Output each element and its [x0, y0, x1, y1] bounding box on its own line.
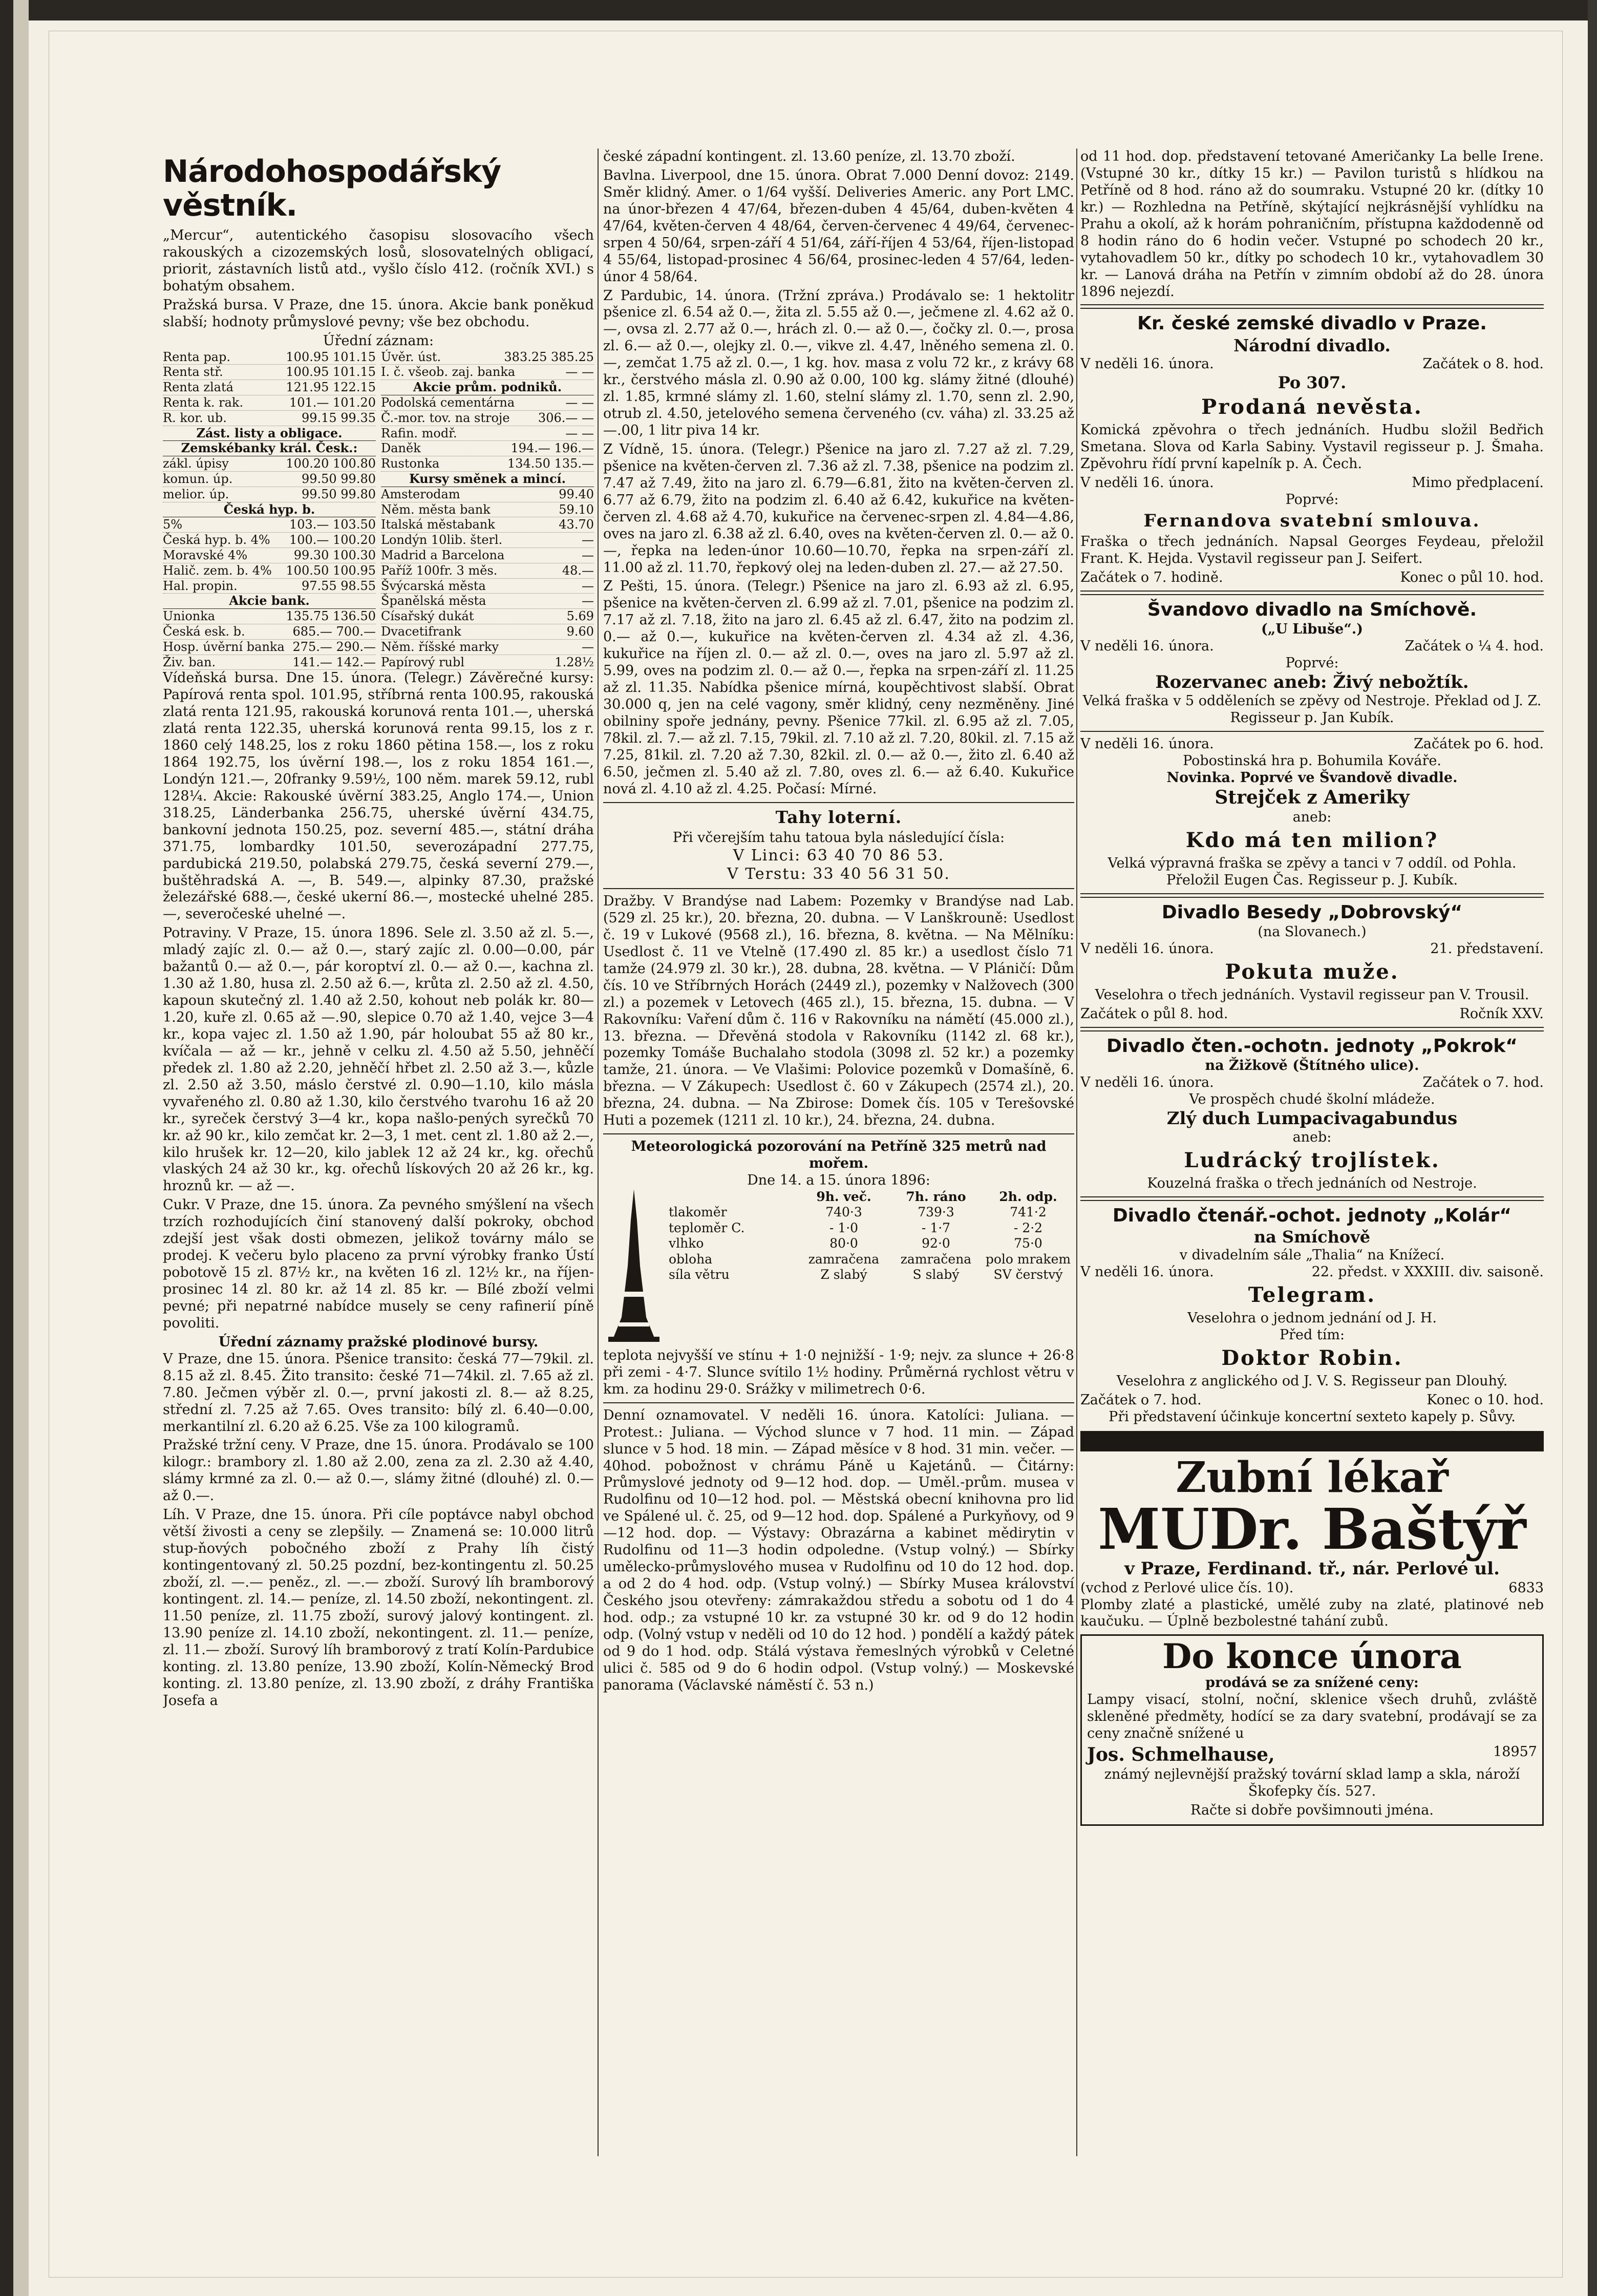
meteo-cell: 2h. odp. [999, 1189, 1057, 1204]
exchange-value: 100.— 100.20 [289, 533, 376, 547]
exchange-item: Amsterodam [381, 487, 460, 501]
ad-lamps-text-2: známý nejlevnější pražský tovární sklad lamp a skla, nároží Škofepky čís. 527. [1104, 1766, 1520, 1800]
theatre-dobrovsky-sub: (na Slovanech.) [1258, 924, 1367, 940]
article-vienna-grain: Z Vídně, 15. února. (Telegr.) Pšenice na jaro zl. 7.27 až zl. 7.29, pšenice na květen-červen zl. 7.36 až zl. 7.38, pšenice na podzim zl. 7.47 až 7.49, žito na jaro zl. 6.79—6.81, žito na květen-červen zl. 6.77 až 6.79, žito na podzim zl. 6.40 až 6.42, kukuřice na květen-červen zl. 4.68 až 4.70, kukuřice na červenec-srpen zl. 4.84—4.86, oves na jaro zl. 6.38 až zl. 6.40, oves na květen-červen zl. 0.— až 0.—, řepka na leden-únor 10.60—10.70, řepka na srpen-září zl. 11.00 až zl. 11.70, řepkový olej na leden-duben zl. 27.— až 27.50. [603, 441, 1074, 576]
scan-border-right [1588, 0, 1597, 2296]
exchange-section-label: Akcie bank. [163, 594, 376, 609]
article-cotton: Bavlna. Liverpool, dne 15. února. Obrat 7.000 Denní dovoz: 2149. Směr klidný. Amer. o 1/64 vyšší. Deliveries Americ. any Port LMC. na únor-březen 4 47/64, březen-duben 4 45/64, duben-květen 4 47/64, květen-červen 4 48/64, červen-červenec 4 49/64, červenec-srpen 4 50/64, srpen-září 4 51/64, září-říjen 4 53/64, říjen-listopad 4 55/64, listopad-prosinec 4 56/64, prosinec-leden 4 57/64, leden-únor 4 58/64. [603, 167, 1074, 285]
ad-dentist-services: Plomby zlaté a plastické, umělé zuby na zlaté, platinové neb kaučuku. — Úplně bezbolestné tahání zubů. [1080, 1596, 1544, 1630]
exchange-value: 1.28½ [555, 655, 594, 669]
meteo-block [603, 1189, 1074, 1347]
meteo-cell [669, 1189, 798, 1205]
exchange-row [381, 609, 594, 624]
article-pardubice: Z Pardubic, 14. února. (Tržní zpráva.) Prodávalo se: 1 hektolitr pšenice zl. 6.54 až 0.—, žita zl. 5.55 až 0.—, ječmene zl. 4.62 až 0.—, ovsa zl. 2.77 až 0.—, hrách zl. 0.— až 0.—, čočky zl. 0.—, prosa zl. 6.— až 0.—, olejky zl. 0.—, vikve zl. 4.47, lněného semena zl. 0.—, zemčat 1.75 až zl. 0.—, 1 kg. hov. masa z volu 72 kr., z krávy 68 kr., čerstvého másla zl. 0.90 až 0.00, 100 kg. slámy žitné (dlouhé) zl. 1.85, krmné slámy zl. 1.60, stelní slámy zl. 1.70, senn zl. 2.90, otrub zl. 4.50, jetelového semena červeného (cv. váha) zl. 33.25 až —.00, 1 litr piva 14 kr. [603, 287, 1074, 438]
exchange-item: Hal. propin. [163, 578, 238, 593]
exchange-item: Renta pap. [163, 349, 230, 364]
play-description: Veselohra o třech jednáních. Vystavil regisseur pan V. Trousil. [1095, 986, 1529, 1003]
exchange-item: Rustonka [381, 456, 440, 471]
page-binding-strip [13, 0, 29, 2296]
perf-end: Konec o 10. hod. [1426, 1392, 1544, 1408]
column-economic [163, 149, 594, 2156]
perf-date: V neděli 16. února. [1080, 736, 1214, 752]
theatre-national-date-row [1080, 356, 1544, 373]
exchange-row [381, 426, 594, 441]
exchange-row [163, 456, 376, 472]
exchange-item: Halič. zem. b. 4% [163, 563, 272, 578]
theatre-dobrovsky-title: Divadlo Besedy „Dobrovský“ [1161, 901, 1463, 923]
exchange-item: Španělská města [381, 594, 486, 608]
lottery-trieste-label: V Terstu: [727, 865, 807, 883]
meteo-cell: 92·0 [922, 1236, 950, 1251]
meteo-cell: SV čerstvý [993, 1267, 1063, 1282]
exchange-value: 103.— 103.50 [289, 517, 376, 532]
exchange-item: Moravské 4% [163, 547, 248, 562]
exchange-value: 99.50 99.80 [301, 471, 376, 486]
ad-lamps-name: Jos. Schmelhause, [1087, 1744, 1275, 1766]
exchange-row [163, 350, 376, 365]
ad-dentist [1080, 1452, 1544, 1631]
ad-dentist-address: v Praze, Ferdinand. tř., nár. Perlové ul. [1124, 1558, 1500, 1579]
ad-number: 18957 [1493, 1744, 1537, 1760]
exchange-item: Podolská cementárna [381, 395, 515, 410]
exchange-row [381, 395, 594, 411]
exchange-value: 194.— 196.— [510, 441, 594, 456]
meteo-cell: 739·3 [918, 1205, 954, 1220]
theatre-svanda-title: Švandovo divadlo na Smíchově. [1147, 599, 1477, 620]
ad-lamps-note: Račte si dobře povšimnouti jména. [1190, 1802, 1434, 1819]
perf-date: V neděli 16. února. [1080, 1264, 1214, 1280]
section-title: Národohospodářský věstník. [163, 154, 501, 223]
exchange-row [381, 517, 594, 533]
exchange-value: — [582, 594, 594, 608]
article-continuation: české západní kontingent. zl. 13.60 peníze, zl. 13.70 zboží. [603, 149, 1015, 164]
article-food-prices: Potraviny. V Praze, 15. února 1896. Sele zl. 3.50 až zl. 5.—, mladý zajíc zl. 0.— až 0.—, starý zajíc zl. 0.00—0.00, pár bažantů 0.— až 0.—, pár koroptví zl. 0.— až 0.—, kachna zl. 1.30 až 1.80, husa zl. 2.50 až 6.—, krůta zl. 2.50 až zl. 4.50, kapoun skutečný zl. 1.40 až 2.50, kohout neb polák kr. 80—1.20, kuře zl. 0.65 až —.90, slepice 0.70 až 1.40, vejce 3—4 kr., kopa vajec zl. 1.50 až 1.90, pár holoubat 55 až 80 kr., kvíčala — až — kr., jehně v celku zl. 4.50 až 5.50, jehněčí předek zl. 1.80 až 2.20, jehněčí hřbet zl. 2.50 až 3.—, kůzle zl. 2.50 až 3.50, máslo čerstvé zl. 0.90—1.10, kilo másla vyvařeného zl. 0.80 až 1.30, kilo čerstvého tvarohu 16 až 20 kr., syreček čerstvý 3—4 kr., kopa našlo-pených syrečků 70 kr. až 90 kr., kilo zemčat kr. 2—3, 1 met. cent zl. 1.80 až 2.—, kilo hrušek kr. 12—20, kilo jablek 12 až 24 kr., kg. ořechů vlaských 24 až 30 kr., kg. ořechů lískových 20 až 26 kr., kg. hroznů kr. — až —. [163, 925, 594, 1194]
exchange-row [381, 365, 594, 380]
meteo-cell: 741·2 [1010, 1205, 1047, 1220]
article-auctions: Dražby. V Brandýse nad Labem: Pozemky v Brandýse nad Lab. (529 zl. 25 kr.), 20. března, 20. dubna. — V Lanškrouně: Usedlost č. 19 v Lukové (9568 zl.), 16. března, 8. května. — Na Mělníku: Usedlost č. 11 ve Vtelně (17.490 zl. 85 kr.) a usedlost číslo 71 tamže (24.979 zl. 30 kr.), 28. dubna, 28. května. — V Pláničí: Dům čís. 10 ve Stříbrných Horách (2449 zl.), pozemky v Nalžovech (300 zl.) a pozemek v Letovech (465 zl.), 15. března, 15. dubna. — V Rakovníku: Vaření dům č. 116 v Rakovníku na námětí (45.000 zl.), 13. března. — Dřevěná stodola v Rakovníku (1142 zl. 68 kr.), pozemky Tomáše Buchalaho stodola (3098 zl. 52 kr.) a pozemky tamže, 21. února. — Ve Vlašimi: Polovice pozemků v Domašíně, 6. března. — V Zákupech: Usedlost č. 60 v Zákupech (2574 zl.), 20. března, 24. dubna. — Na Zbirose: Domek čís. 105 v Terešovské Huti a pozemek (1211 zl. 10 kr.), 24. března, 24. dubna. [603, 893, 1074, 1129]
exchange-value: — [582, 547, 594, 562]
exchange-row [163, 655, 376, 670]
exchange-row [381, 502, 594, 518]
play-description: Kouzelná fraška o třech jednáních od Nestroje. [1147, 1175, 1477, 1192]
divider [603, 802, 1074, 803]
divider [603, 1402, 1074, 1403]
divider [603, 888, 1074, 889]
exchange-row [381, 594, 594, 609]
perf-start: Začátek o 8. hod. [1422, 356, 1544, 372]
exchange-value: 383.25 385.25 [504, 349, 594, 364]
meteo-table [669, 1189, 1074, 1347]
perf-note: Mimo předplacení. [1412, 474, 1544, 491]
article-daily-announcer: Denní oznamovatel. V neděli 16. února. Katolíci: Juliana. — Protest.: Juliana. — Východ slunce v 7 hod. 11 min. — Západ slunce v 5 hod. 18 min. — Západ měsíce v 8 hod. 31 min. večer. — 40hod. pobožnost v chrámu Páně u Kajetánů. — Čitárny: Průmyslové jednoty od 9—12 hod. dop. — Uměl.-prům. musea v Rudolfinu od 10—12 hod. pol. — Městská obecní knihovna pro lid ve Spálené ul. č. 25, od 9—12 hod. dop. Spálené a Purkyňovy, od 9—12 hod. dop. — Výstavy: Obrazárna a kabinet mědirytin v Rudolfinu od 11—3 hodin odpoledne. (Vstup volný.) — Sbírky umělecko-průmyslového musea v Rudolfinu od 10 do 12 hod. dop. a od 2 do 4 hod. odp. (Vstup volný.) — Sbírky Musea království Českého jsou otevřeny: zámrakaždou středu a sobotu od 1 do 4 hod. odp.; za vstupné 10 kr. za vstupné 30 kr. od 9 do 12 hodin odp. (Volný vstup v neděli od 10 do 12 hod. ) pondělí a každý pátek od 9 do 1 hod. odp. Stálá výstava řemeslných výrobků v Celetné ulici č. 585 od 9 do 6 hodin odpol. (Vstup volný.) — Moskevské panorama (Václavské náměstí č. 53 n.) [603, 1407, 1074, 1693]
play-title: Fernandova svatební smlouva. [1143, 510, 1481, 531]
exchange-section-label: Akcie prům. podniků. [381, 380, 594, 395]
perf-number: 21. představení. [1430, 941, 1544, 957]
exchange-item: R. kor. ub. [163, 410, 227, 425]
exchange-value: 275.— 290.— [292, 639, 376, 654]
play-title: Strejček z Ameriky [1215, 787, 1410, 809]
meteo-cell: - 2·2 [1013, 1220, 1043, 1235]
play-description: Veselohra o jednom jednání od J. H. [1187, 1310, 1437, 1326]
ad-lamps-title: Do konce února [1162, 1636, 1462, 1677]
exchange-value: — [582, 533, 594, 547]
ad-lamps-name-row [1087, 1744, 1537, 1766]
meteo-cell: S slabý [912, 1267, 960, 1282]
premiere-label: Poprvé: [1285, 655, 1339, 671]
article-prague-exchange: Pražská bursa. V Praze, dne 15. února. Akcie bank poněkud slabší; hodnoty průmyslové pevny; vše bez obchodu. [163, 297, 594, 330]
play-description: Fraška o třech jednáních. Napsal Georges Feydeau, přeložil Frant. K. Hejda. Vystavil regisseur pan J. Seifert. [1080, 534, 1544, 566]
play-title: Pokuta muže. [1225, 959, 1399, 984]
divider [1080, 591, 1544, 595]
exchange-row [381, 548, 594, 563]
exchange-value: 100.20 100.80 [286, 456, 376, 471]
divider [603, 1133, 1074, 1134]
exchange-row [381, 624, 594, 640]
meteo-cell: 740·3 [825, 1205, 862, 1220]
exchange-value: 100.50 100.95 [286, 563, 376, 578]
divider [1080, 731, 1544, 732]
lottery-trieste [603, 865, 1074, 884]
exchange-row [163, 548, 376, 563]
perf-start: Začátek o 7. hodině. [1080, 569, 1223, 585]
exchange-value: — — [565, 426, 594, 440]
ad-lamps-text: Lampy visací, stolní, noční, sklenice všech druhů, zvláště skleněné předměty, hodící se za dary svatební, prodávají se za ceny značně snížené u [1087, 1691, 1537, 1741]
ad-lamps-sub: prodává se za snížené ceny: [1205, 1674, 1419, 1691]
exchange-section-label: Zemskébanky král. Česk.: [163, 441, 376, 456]
exchange-row [163, 640, 376, 655]
column-theatres [1080, 149, 1544, 2156]
play-description: Veselohra z anglického od J. V. S. Regisseur pan Dlouhý. [1116, 1373, 1508, 1389]
exchange-row [381, 350, 594, 365]
before-label: Před tím: [1279, 1327, 1345, 1343]
meteo-cell: Z slabý [820, 1267, 867, 1282]
exchange-item: Paříž 100fr. 3 měs. [381, 563, 498, 578]
novelty-note: Novinka. Poprvé ve Švandově divadle. [1166, 770, 1458, 786]
exchange-item: Madrid a Barcelona [381, 547, 505, 562]
scan-border-top [0, 0, 1597, 20]
column-markets [603, 149, 1074, 2156]
exchange-row [163, 517, 376, 533]
petrin-tower-icon [603, 1189, 665, 1343]
exchange-row [381, 640, 594, 655]
ad-dentist-name: MUDr. Baštýř [1098, 1495, 1526, 1562]
exchange-row [163, 609, 376, 624]
play-title: Doktor Robin. [1221, 1345, 1403, 1370]
exchange-row [163, 563, 376, 579]
exchange-item: Renta zlatá [163, 380, 233, 395]
exchange-value: 101.— 101.20 [289, 395, 376, 410]
play-title: Ludrácký trojlístek. [1184, 1148, 1440, 1173]
lottery-linz-label: V Linci: [733, 846, 801, 865]
theatre-svanda-sub: („U Libuše“.) [1261, 621, 1364, 638]
lottery-trieste-numbers: 33 40 56 31 50. [813, 865, 950, 883]
benefit-note: Ve prospěch chudé školní mládeže. [1189, 1091, 1435, 1107]
exchange-table-left [163, 350, 376, 670]
article-continuation: od 11 hod. dop. představení tetované Američanky La belle Irene. (Vstupné 30 kr., dítky 15 kr.) — Pavilon turistů s hlídkou na Petříně od 8 hod. ráno až do soumraku. Vstupné 20 kr. (dítky 10 kr.) — Rozhledna na Petříně, skýtající nejkrásnější vyhlídku na Prahu a okolí, až k horám pohraničním, přístupna každodenně od 8 hodin ráno do 6 hodin večer. Vstupné po schodech 20 kr., vytahovadlem 50 kr., dítky po schodech 10 kr., vytahovadlem 30 kr. — Lanová dráha na Petřín v zimním období až do 28. února 1896 nejezdí. [1080, 149, 1544, 300]
meteo-row [669, 1252, 1074, 1268]
play-title: Telegram. [1248, 1283, 1376, 1308]
exchange-item: Úvěr. úst. [381, 349, 441, 364]
ad-dentist-entrance-row [1080, 1580, 1544, 1597]
meteo-cell: zamračena [900, 1251, 972, 1267]
exchange-row [163, 411, 376, 426]
meteo-date: Dne 14. a 15. února 1896: [747, 1172, 930, 1188]
exchange-item: zákl. úpisy [163, 456, 229, 471]
perf-number: Po 307. [1277, 373, 1347, 393]
perf-number: 22. předst. v XXXIII. div. saisoně. [1311, 1264, 1544, 1280]
exchange-value: 43.70 [559, 517, 594, 532]
exchange-row [381, 411, 594, 426]
exchange-row [381, 563, 594, 579]
meteo-cell: zamračena [808, 1251, 880, 1267]
exchange-value: 135.75 136.50 [286, 609, 376, 624]
exchange-item: melior. úp. [163, 487, 229, 501]
exchange-item: I. č. všeob. zaj. banka [381, 365, 516, 380]
exchange-row [163, 579, 376, 594]
exchange-section-label: Zást. listy a obligace. [163, 426, 376, 441]
lottery-intro: Při včerejším tahu tatoua byla následující čísla: [672, 829, 1005, 846]
meteo-cell: obloha [669, 1251, 713, 1267]
exchange-value: 99.50 99.80 [301, 487, 376, 501]
play-aneb: aneb: [1292, 809, 1332, 826]
divider [1080, 1196, 1544, 1201]
theatre-dobrovsky-date-row [1080, 941, 1544, 958]
ad-number: 6833 [1508, 1579, 1544, 1596]
exchange-value: 59.10 [559, 502, 594, 517]
exchange-item: Švýcarská města [381, 578, 486, 593]
perf-start: Začátek o půl 8. hod. [1080, 1005, 1228, 1022]
exchange-value: — — [565, 365, 594, 380]
exchange-value: 100.95 101.15 [286, 365, 376, 380]
theatre-national-sub: Národní divadlo. [1233, 335, 1391, 355]
exchange-item: Italská městabank [381, 517, 495, 532]
theatre-kolar-title: Divadlo čtenář.-ochot. jednoty „Kolár“ [1112, 1205, 1512, 1226]
meteo-row [669, 1220, 1074, 1236]
exchange-row [381, 655, 594, 670]
perf-start: Začátek po 6. hod. [1414, 736, 1544, 752]
exchange-item: Něm. města bank [381, 502, 491, 517]
theatre-kolar-sub: na Smíchově [1253, 1227, 1371, 1247]
meteo-cell: 7h. ráno [906, 1189, 966, 1204]
meteo-header-row [669, 1189, 1074, 1205]
play-title: Zlý duch Lumpacivagabundus [1166, 1108, 1458, 1129]
exchange-item: Unionka [163, 609, 216, 624]
grain-exchange-heading: Úřední záznamy pražské plodinové bursy. [218, 1334, 539, 1350]
article-market-prices: Pražské tržní ceny. V Praze, dne 15. února. Prodávalo se 100 kilogr.: brambory zl. 1.80 až 2.00, zena za zl. 2.30 až 4.40, slámy krmné za zl. 0.— až 0.—, slámy žitné (dlouhé) zl. 0.— až 0.—. [163, 1437, 594, 1504]
theatre-kolar-hall: v divadelním sále „Thalia“ na Knížecí. [1179, 1247, 1445, 1263]
scan-border-left [0, 0, 13, 2296]
petrin-tower-illustration [603, 1189, 665, 1347]
volume-note: Ročník XXV. [1459, 1005, 1544, 1022]
exchange-value: 141.— 142.— [292, 655, 376, 669]
perf-start: Začátek o 7. hod. [1080, 1392, 1202, 1408]
exchange-value: 9.60 [566, 624, 594, 639]
play-title: Rozervanec aneb: Živý nebožtík. [1155, 672, 1469, 693]
theatre-pokrok-title: Divadlo čten.-ochotn. jednoty „Pokrok“ [1106, 1035, 1518, 1057]
exchange-item: Č.-mor. tov. na stroje [381, 410, 510, 425]
guest-performance: Pobostinská hra p. Bohumila Kováře. [1183, 753, 1441, 769]
article-mercur: „Mercur“, autentického časopisu slosovacího všech rakouských a cizozemských losů, slosovatelných obligací, priorit, zástavních listů atd., vyšlo číslo 412. (ročník XVI.) s bohatým obsahem. [163, 227, 594, 294]
exchange-item: Papírový rubl [381, 655, 465, 669]
theatre-pokrok-date-row [1080, 1075, 1544, 1091]
exchange-item: Daněk [381, 441, 421, 456]
theatre-svanda-date-row-2 [1080, 736, 1544, 753]
meteo-cell: síla větru [669, 1267, 730, 1282]
play-title: Kdo má ten milion? [1185, 828, 1439, 853]
meteo-cell: 9h. več. [816, 1189, 871, 1204]
perf-times-row [1080, 1392, 1544, 1409]
play-aneb: aneb: [1292, 1129, 1332, 1146]
divider [1080, 1027, 1544, 1031]
exchange-row [163, 533, 376, 548]
exchange-row [381, 579, 594, 594]
exchange-row [381, 456, 594, 472]
premiere-label: Poprvé: [1285, 491, 1339, 508]
exchange-row [163, 487, 376, 502]
exchange-value: 99.30 100.30 [293, 547, 376, 562]
exchange-value: — — [565, 395, 594, 410]
exchange-row [381, 487, 594, 502]
article-spirits: Líh. V Praze, dne 15. února. Při cíle poptávce nabyl obchod větší živosti a ceny se zlepšily. — Znamená se: 10.000 litrů stup-ňových pobočného zboží z Prahy líh čistý kontingentovaný zl. 50.25 pozdní, bez-kontingentu zl. 50.25 zboží, zl. —.— peněz., zl. —.— zboží. Surový líh bramborový kontingent. zl. 14.— peníze, zl. 14.50 zboží, nekontingent. zl. 11.50 peníze, zl. 11.75 zboží, surový jalový kontingent. zl. 13.90 peníze zl. 14.10 zboží, nekontingent. zl. 11.— peníze, zl. 11.— zboží. Surový líh bramborový z tratí Kolín-Pardubice konting. zl. 13.80 peníze, 13.90 zboží, Kolín-Německý Brod konting. zl. 13.80 peníze, zl. 13.90 zboží, z dráhy Františka Josefa a [163, 1507, 594, 1709]
article-sugar: Cukr. V Praze, dne 15. února. Za pevného smýšlení na všech trzích rozhodujících činí stanovený další pokroky, obchod zdejší jest však dosti obmezen, jelikož továrny málo se prodej. K večeru bylo placeno za první výrobky franko Ústí pobotově 15 zl. 87½ kr., na květen 16 zl. 12½ kr., na říjen-prosinec 14 zl. 80 kr. až 14 zl. 85 kr. — Bílé zboží velmi pevné; při nepatrné nabídce musely se ceny rafinerií píně povoliti. [163, 1197, 594, 1331]
meteo-cell: teploměr C. [669, 1220, 745, 1235]
exchange-item: Česká esk. b. [163, 624, 245, 639]
exchange-item: Dvacetifrank [381, 624, 461, 639]
exchange-item: 5% [163, 517, 183, 532]
meteo-cell: tlakoměr [669, 1205, 727, 1220]
meteo-cell: - 1·7 [921, 1220, 951, 1235]
article-vienna-exchange: Vídeňská bursa. Dne 15. února. (Telegr.) Závěrečné kursy: Papírová renta spol. 101.95, stříbrná renta 100.95, rakouská zlatá renta 121.95, rakouská korunová renta 101.—, uherská zlatá renta 122.35, uherská korunová renta 99.15, los z r. 1860 celý 148.25, los z roku 1860 pětina 158.—, los z roku 1864 192.75, los úvěrní 198.—, los z roku 1854 161.—, Londýn 121.—, 20franky 9.59½, 100 něm. marek 59.12, rubl 128¼. Akcie: Rakouské úvěrní 383.25, Anglo 174.—, Union 318.25, Länderbanka 256.75, uherské úvěrní 434.75, bankovní jednota 150.25, poz. severní 485.—, státní dráha 371.75, lombardky 101.50, severozápadní 277.75, pardubická 219.50, polabská 279.75, česká severní 279.—, buštěhradská A. —, B. 549.—, alpinky 87.30, pražské železářské 688.—, české ukerní 86.—, mostecké uhelné 285.—, severočeské uhelné —. [163, 670, 594, 922]
exchange-item: Živ. ban. [163, 655, 216, 669]
play-description: Velká fraška v 5 odděleních se zpěvy od Nestroje. Překlad od J. Z. Regisseur p. Jan Kubík. [1082, 693, 1542, 726]
perf-end: Konec o půl 10. hod. [1400, 569, 1544, 585]
meteo-heading: Meteorologická pozorování na Petříně 325 metrů nad mořem. [631, 1139, 1047, 1172]
meteo-row [669, 1236, 1074, 1252]
divider [1080, 304, 1544, 309]
exchange-table-right [381, 350, 594, 670]
theatre-national-title: Kr. české zemské divadlo v Praze. [1137, 313, 1487, 334]
column-rule [598, 149, 599, 2156]
exchange-value: 5.69 [566, 609, 594, 624]
theatre-svanda-date-row [1080, 638, 1544, 655]
meteo-extra: teplota nejvyšší ve stínu + 1·0 nejnižší - 1·9; nejv. za slunce + 26·8 při zemi - 4·7. Slunce svítilo 1½ hodiny. Průměrná rychlost větru v km. za hodinu 29·0. Srážky v milimetrech 0·6. [603, 1347, 1074, 1397]
theatre-national-date-row-2 [1080, 475, 1544, 492]
perf-start: Začátek o ¼ 4. hod. [1404, 638, 1544, 655]
article-grain-exchange: V Praze, dne 15. února. Pšenice transito: česká 77—79kil. zl. 8.15 až zl. 8.45. Žito transito: české 71—74kil. zl. 7.65 až zl. 7.80. Ječmen výběr zl. 0.—, první jakosti zl. 8.— až 8.25, střední zl. 7.25 až 7.65. Oves transito: bílý zl. 6.40—0.00, merkantilní zl. 6.20 až 6.25. Vše za 100 kilogramů. [163, 1351, 594, 1435]
exchange-item: komun. úp. [163, 471, 233, 486]
perf-start: Začátek o 7. hod. [1422, 1074, 1544, 1090]
exchange-value: 100.95 101.15 [286, 349, 376, 364]
exchange-value: 99.40 [559, 487, 594, 501]
play-description: Velká výpravná fraška se zpěvy a tanci v 7 oddíl. od Pohla. Přeložil Eugen Čas. Regisseur p. J. Kubík. [1108, 855, 1517, 888]
exchange-section-label: Česká hyp. b. [163, 502, 376, 518]
official-record-heading: Úřední záznam: [323, 332, 434, 349]
exchange-row [381, 533, 594, 548]
lottery-heading: Tahy loterní. [775, 807, 902, 827]
exchange-row [163, 624, 376, 640]
ad-divider-bar [1080, 1431, 1544, 1451]
ad-lamps [1080, 1634, 1544, 1826]
lottery-linz [603, 847, 1074, 866]
divider [1080, 893, 1544, 898]
exchange-row [163, 380, 376, 395]
exchange-value: 99.15 99.35 [301, 410, 376, 425]
perf-note: Při představení účinkuje koncertní sexteto kapely p. Sůvy. [1109, 1408, 1516, 1425]
perf-date: V neděli 16. února. [1080, 356, 1214, 372]
exchange-item: Renta k. rak. [163, 395, 244, 410]
column-rule [1076, 149, 1077, 2156]
exchange-row [163, 365, 376, 380]
exchange-row [163, 395, 376, 411]
exchange-value: 134.50 135.— [507, 456, 594, 471]
lottery-linz-numbers: 63 40 70 86 53. [806, 846, 945, 865]
exchange-item: Renta stř. [163, 365, 223, 380]
exchange-value: 48.— [562, 563, 594, 578]
meteo-cell: 80·0 [829, 1236, 858, 1251]
exchange-item: Hosp. úvěrní banka [163, 639, 285, 654]
meteo-row [669, 1205, 1074, 1220]
perf-date: V neděli 16. února. [1080, 474, 1214, 491]
exchange-value: 685.— 700.— [292, 624, 376, 639]
exchange-table [163, 350, 594, 670]
exchange-value: 306.— — [538, 410, 594, 425]
exchange-row [381, 441, 594, 456]
meteo-cell: - 1·0 [829, 1220, 859, 1235]
theatre-pokrok-sub: na Žižkově (Štítného ulice). [1205, 1058, 1419, 1074]
exchange-value: 121.95 122.15 [286, 380, 376, 395]
article-pest-grain: Z Pešti, 15. února. (Telegr.) Pšenice na jaro zl. 6.93 až zl. 6.95, pšenice na květen-červen zl. 6.99 až zl. 7.01, pšenice na podzim zl. 7.17 až zl. 7.18, žito na jaro zl. 6.45 až zl. 6.47, žito na podzim zl. 0.— až 0.—, kukuřice na květen-červen zl. 4.34 až zl. 4.36, kukuřice na říjen zl. 0.— až zl. 0.—, oves na jaro zl. 5.97 až zl. 5.99, oves na podzim zl. 0.— až 0.—, řepka na srpen-září zl. 11.25 až zl. 11.35. Nabídka pšenice mírná, koupěchtivost slabší. Obrat 30.000 q, jen na celé vagony, směr klidný, ceny nezměněny. Jiné obilniny spoře jednány, pevny. Pšenice 77kil. zl. 6.95 až zl. 7.05, 78kil. zl. 7.— až zl. 7.15, 79kil. zl. 7.10 až zl. 7.20, 80kil. zl. 7.15 až 7.25, 81kil. zl. 7.20 až 7.30, 82kil. zl. 0.— až 0.—, žito zl. 6.40 až 6.50, ječmen zl. 5.40 až zl. 7.80, oves zl. 6.— až 6.40. Kukuřice nová zl. 4.10 až zl. 4.25. Počasí: Mírné. [603, 578, 1074, 797]
play-title: Prodaná nevěsta. [1201, 395, 1423, 419]
ad-dentist-title: Zubní lékař [1176, 1452, 1449, 1502]
exchange-value: 97.55 98.55 [301, 578, 376, 593]
play-description: Komická zpěvohra o třech jednáních. Hudbu složil Bedřich Smetana. Slova od Karla Sabiny. Vystavil regisseur p. J. Šmaha. Zpěvohru řídí první kapelník p. A. Čech. [1080, 422, 1544, 472]
exchange-item: Česká hyp. b. 4% [163, 533, 270, 547]
meteo-cell: vlhko [669, 1236, 704, 1251]
exchange-item: Londýn 10lib. šterl. [381, 533, 503, 547]
exchange-section-label: Kursy směnek a mincí. [381, 472, 594, 487]
perf-date: V neděli 16. února. [1080, 1074, 1214, 1090]
exchange-row [163, 472, 376, 487]
exchange-value: — [582, 578, 594, 593]
perf-date: V neděli 16. února. [1080, 638, 1214, 655]
ad-dentist-entrance: (vchod z Perlové ulice čís. 10). [1080, 1579, 1294, 1596]
perf-times-row [1080, 570, 1544, 586]
perf-times-row [1080, 1006, 1544, 1023]
meteo-cell: polo mrakem [985, 1251, 1071, 1267]
meteo-row [669, 1267, 1074, 1283]
theatre-kolar-date-row [1080, 1264, 1544, 1281]
exchange-item: Rafin. modř. [381, 426, 457, 440]
exchange-item: Císařský dukát [381, 609, 474, 624]
meteo-cell: 75·0 [1014, 1236, 1042, 1251]
perf-date: V neděli 16. února. [1080, 941, 1214, 957]
exchange-value: — [582, 639, 594, 654]
exchange-item: Něm. říšské marky [381, 639, 499, 654]
